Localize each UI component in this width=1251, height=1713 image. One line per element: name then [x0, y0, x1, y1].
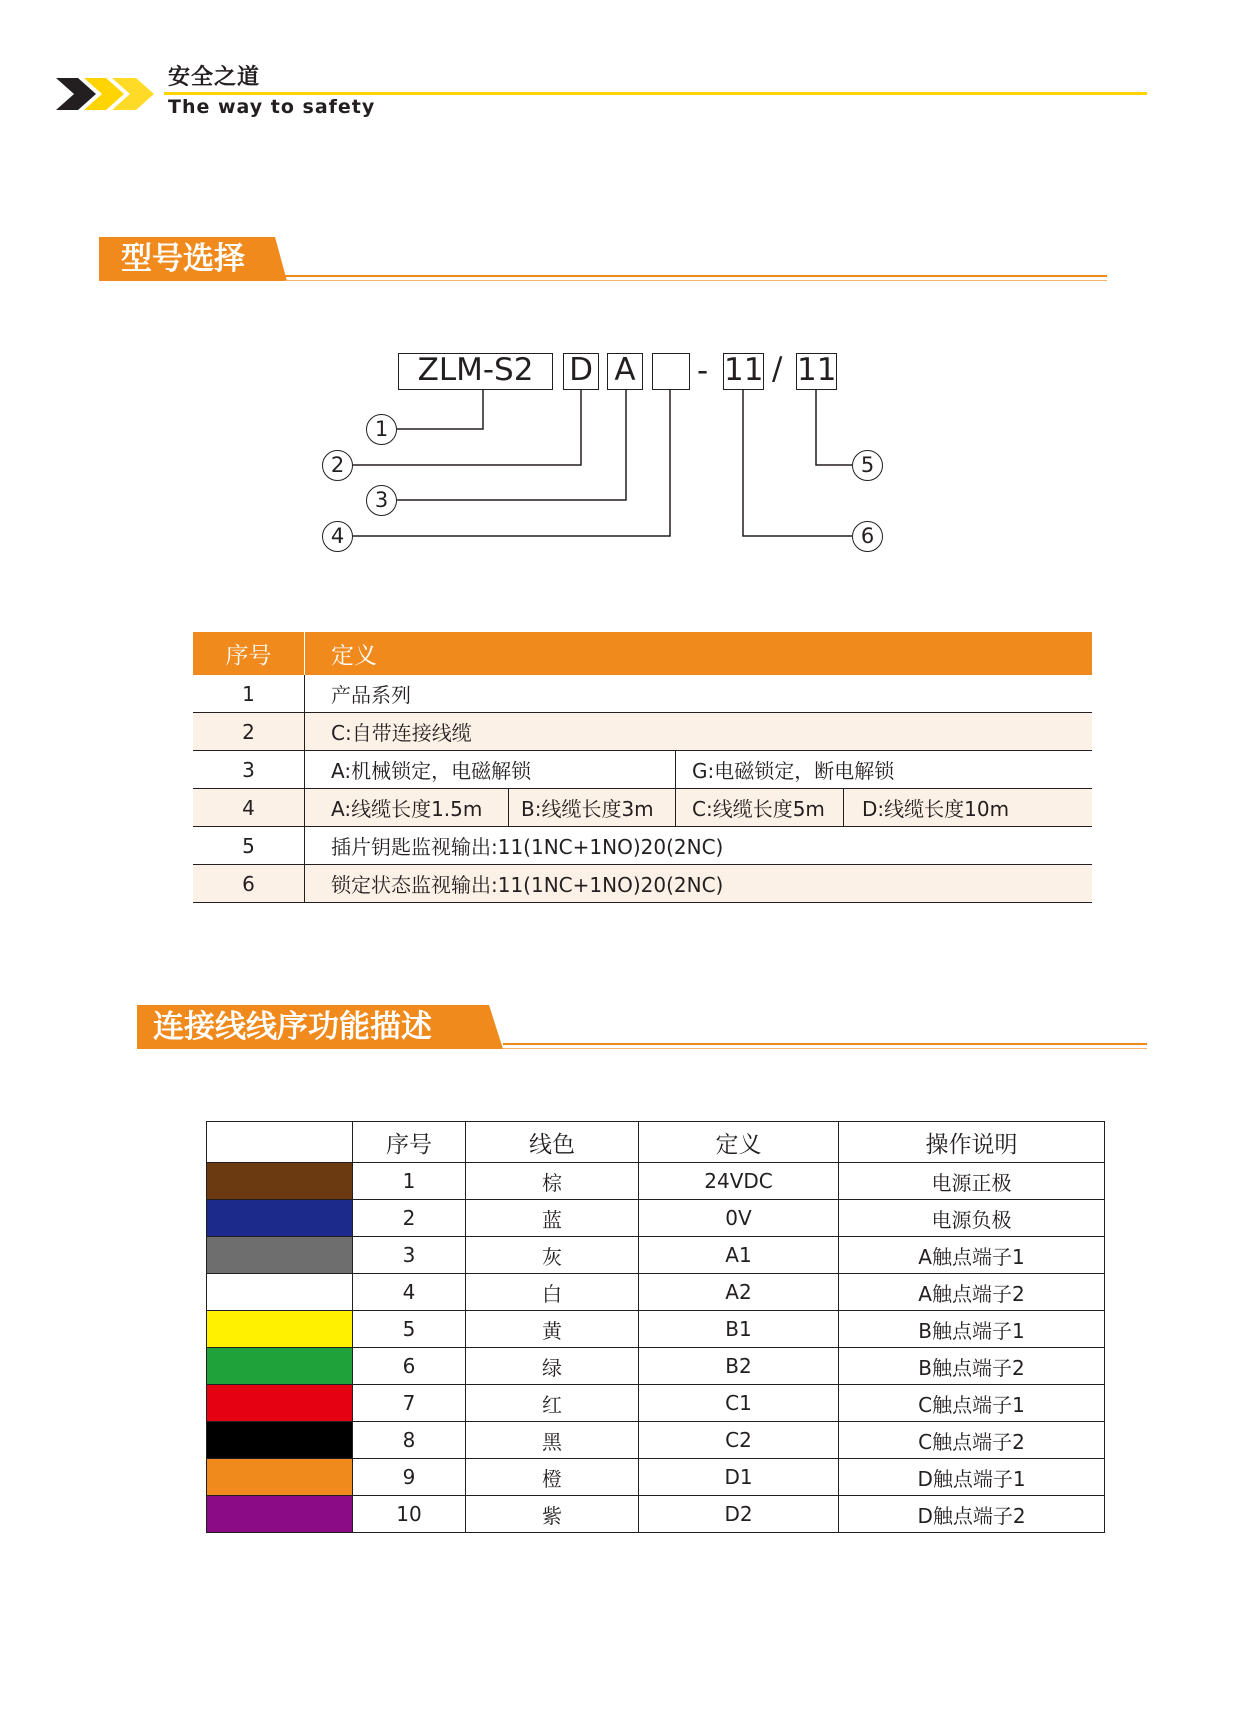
wire-definition: D2: [639, 1496, 839, 1533]
table-row: [193, 865, 1092, 903]
wire-description: C触点端子1: [839, 1385, 1105, 1422]
table-row: [193, 789, 1092, 827]
wire-color-swatch: [207, 1422, 353, 1459]
header-definition: 定义: [639, 1122, 839, 1163]
wire-color-table: [206, 1121, 1105, 1533]
wire-num: 5: [353, 1311, 466, 1348]
option-a: A:线缆长度1.5m: [305, 789, 509, 826]
wire-color-swatch: [207, 1496, 353, 1533]
section-title-model: 型号选择: [121, 241, 245, 277]
model-prefix: ZLM-S2: [417, 352, 534, 388]
row-num: 6: [193, 865, 305, 903]
table-row: [193, 713, 1092, 751]
wire-color-swatch: [207, 1274, 353, 1311]
row-num: 4: [193, 789, 305, 827]
section-rule-thin: [503, 1048, 1147, 1049]
row-definition: C:自带连接线缆: [305, 713, 1093, 751]
table-row: [207, 1385, 1105, 1422]
model-leader-lines: [0, 0, 1251, 600]
row-num: 3: [193, 751, 305, 789]
table-row: [207, 1459, 1105, 1496]
wire-description: 电源负极: [839, 1200, 1105, 1237]
row-definition: 插片钥匙监视输出:11(1NC+1NO)20(2NC): [305, 827, 1093, 865]
wire-description: D触点端子1: [839, 1459, 1105, 1496]
table-header-row: [193, 632, 1092, 675]
table-row: [207, 1348, 1105, 1385]
section-rule: [503, 1043, 1147, 1045]
header-swatch: [207, 1122, 353, 1163]
wire-color-swatch: [207, 1200, 353, 1237]
wire-num: 10: [353, 1496, 466, 1533]
row-definition: 锁定状态监视输出:11(1NC+1NO)20(2NC): [305, 865, 1093, 903]
section-title-wiring: 连接线线序功能描述: [153, 1009, 432, 1045]
header-color: 线色: [466, 1122, 639, 1163]
row-definition-split: [305, 789, 1093, 827]
wire-color-name: 紫: [466, 1496, 639, 1533]
wire-description: 电源正极: [839, 1163, 1105, 1200]
model-dash: -: [697, 353, 709, 389]
model-spec-table: [193, 632, 1092, 903]
wire-num: 8: [353, 1422, 466, 1459]
wire-definition: D1: [639, 1459, 839, 1496]
wire-definition: A1: [639, 1237, 839, 1274]
wire-color-name: 灰: [466, 1237, 639, 1274]
header-definition: 定义: [305, 632, 1093, 675]
wire-definition: 0V: [639, 1200, 839, 1237]
header-num: 序号: [353, 1122, 466, 1163]
model-field-3: A: [607, 353, 643, 390]
model-field-6: 11: [797, 352, 837, 388]
brand-slogan-en: The way to safety: [168, 96, 376, 118]
header-num: 序号: [193, 632, 305, 675]
wire-color-swatch: [207, 1385, 353, 1422]
wire-color-name: 红: [466, 1385, 639, 1422]
wire-definition: A2: [639, 1274, 839, 1311]
wire-description: D触点端子2: [839, 1496, 1105, 1533]
marker-2: 2: [322, 450, 353, 481]
row-definition: 产品系列: [305, 675, 1093, 713]
row-num: 1: [193, 675, 305, 713]
wire-description: B触点端子1: [839, 1311, 1105, 1348]
table-row: [207, 1274, 1105, 1311]
table-row: [207, 1496, 1105, 1533]
row-definition-split: [305, 751, 1093, 789]
wire-definition: C2: [639, 1422, 839, 1459]
wire-color-name: 蓝: [466, 1200, 639, 1237]
wire-definition: B2: [639, 1348, 839, 1385]
table-row: [207, 1163, 1105, 1200]
option-a: A:机械锁定，电磁解锁: [305, 751, 676, 788]
table-row: [193, 827, 1092, 865]
wire-num: 6: [353, 1348, 466, 1385]
model-field-5: 11: [724, 352, 764, 388]
wire-color-name: 橙: [466, 1459, 639, 1496]
marker-1: 1: [366, 414, 397, 445]
wire-color-name: 黑: [466, 1422, 639, 1459]
option-b: B:线缆长度3m: [509, 789, 676, 826]
wire-color-name: 绿: [466, 1348, 639, 1385]
wire-color-name: 白: [466, 1274, 639, 1311]
marker-5: 5: [852, 450, 883, 481]
option-g: G:电磁锁定，断电解锁: [692, 759, 895, 783]
wire-num: 2: [353, 1200, 466, 1237]
wire-color-swatch: [207, 1237, 353, 1274]
row-num: 5: [193, 827, 305, 865]
wire-color-swatch: [207, 1348, 353, 1385]
wire-num: 3: [353, 1237, 466, 1274]
table-row: [207, 1311, 1105, 1348]
header-description: 操作说明: [839, 1122, 1105, 1163]
row-num: 2: [193, 713, 305, 751]
wire-num: 1: [353, 1163, 466, 1200]
table-row: [207, 1237, 1105, 1274]
table-header-row: [207, 1122, 1105, 1163]
wire-description: B触点端子2: [839, 1348, 1105, 1385]
wire-description: A触点端子2: [839, 1274, 1105, 1311]
table-row: [207, 1200, 1105, 1237]
brand-name-cn: 安全之道: [168, 65, 261, 90]
table-row: [193, 675, 1092, 713]
wire-color-swatch: [207, 1311, 353, 1348]
model-slash: /: [772, 351, 783, 387]
wire-definition: C1: [639, 1385, 839, 1422]
wire-num: 7: [353, 1385, 466, 1422]
wire-description: C触点端子2: [839, 1422, 1105, 1459]
table-row: [207, 1422, 1105, 1459]
marker-4: 4: [322, 521, 353, 552]
marker-3: 3: [366, 485, 397, 516]
model-field-2: D: [563, 353, 599, 390]
wire-definition: B1: [639, 1311, 839, 1348]
wire-color-swatch: [207, 1459, 353, 1496]
wire-color-name: 黄: [466, 1311, 639, 1348]
wire-color-swatch: [207, 1163, 353, 1200]
wire-description: A触点端子1: [839, 1237, 1105, 1274]
wire-num: 9: [353, 1459, 466, 1496]
wire-definition: 24VDC: [639, 1163, 839, 1200]
wire-color-name: 棕: [466, 1163, 639, 1200]
marker-6: 6: [852, 521, 883, 552]
option-d: D:线缆长度10m: [862, 797, 1010, 821]
wire-num: 4: [353, 1274, 466, 1311]
table-row: [193, 751, 1092, 789]
option-c: C:线缆长度5m: [676, 789, 844, 826]
